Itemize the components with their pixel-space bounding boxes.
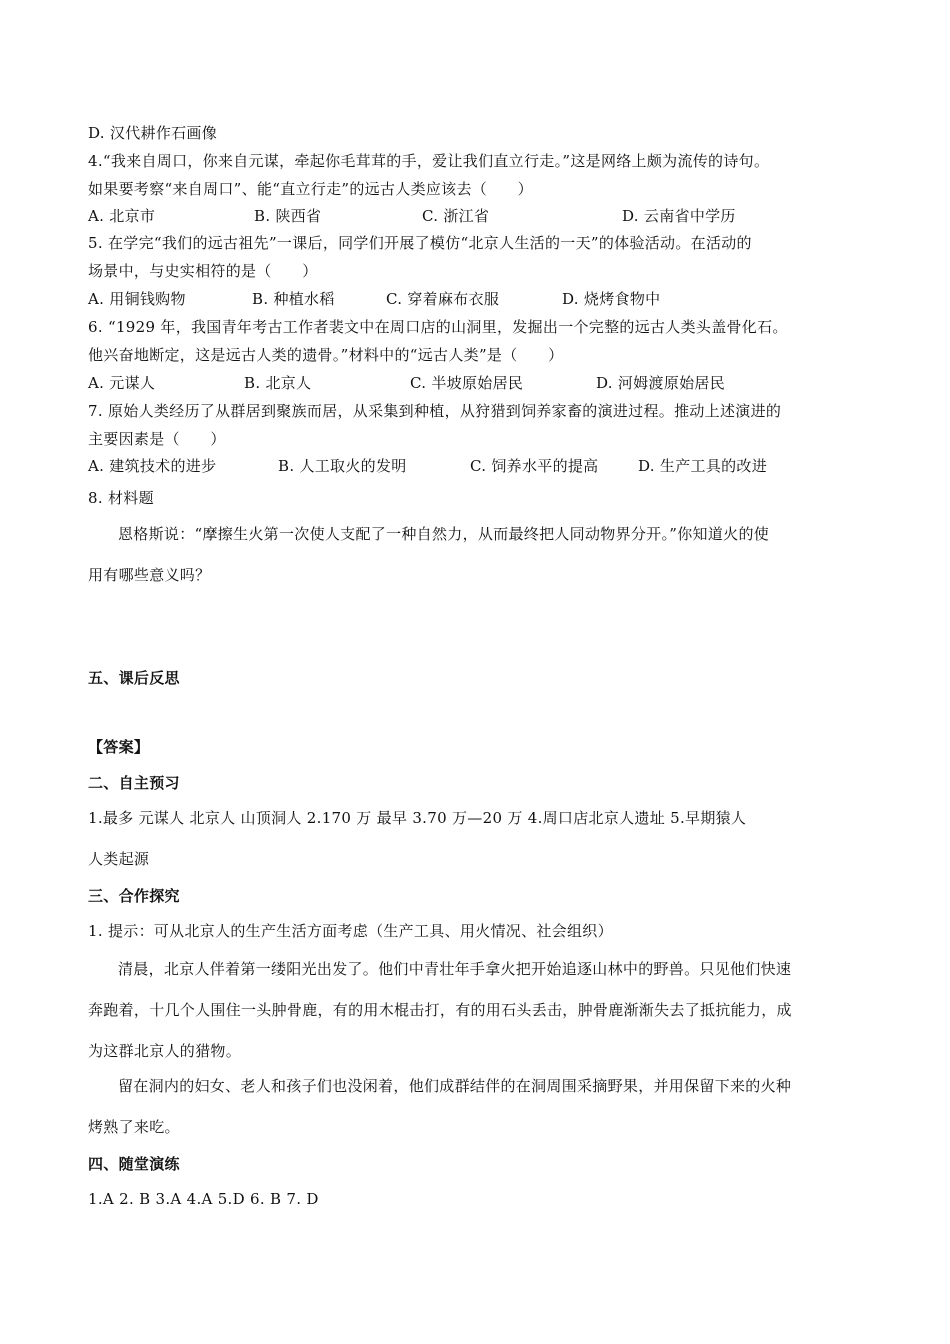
q6-option-a: A. 元谋人 <box>88 374 156 392</box>
answers-section-3-title: 三、合作探究 <box>88 887 180 905</box>
q8-title: 8. 材料题 <box>88 489 154 507</box>
q8-material-line-2: 用有哪些意义吗？ <box>88 566 211 584</box>
q5-options <box>88 289 868 309</box>
q4-option-c: C. 浙江省 <box>422 207 490 225</box>
q4-stem-line-1: 4.“我来自周口，你来自元谋，牵起你毛茸茸的手，爱让我们直立行走。”这是网络上颇为流传的诗句。 <box>88 152 770 170</box>
q3-option-d: D. 汉代耕作石画像 <box>88 124 218 142</box>
section-5-title: 五、课后反思 <box>88 669 180 687</box>
q4-option-d: D. 云南省中学历 <box>622 207 736 225</box>
answers-paragraph-1-line-1: 清晨，北京人伴着第一缕阳光出发了。他们中青壮年手拿火把开始追逐山林中的野兽。只见他们快速 <box>118 960 792 978</box>
answers-paragraph-1-line-3: 为这群北京人的猎物。 <box>88 1042 242 1060</box>
answers-paragraph-1-line-2: 奔跑着，十几个人围住一头肿骨鹿，有的用木棍击打，有的用石头丢击，肿骨鹿渐渐失去了抵抗能力，成 <box>88 1001 792 1019</box>
q5-stem-line-2: 场景中，与史实相符的是（ ） <box>88 262 318 280</box>
q7-options <box>88 456 868 476</box>
q4-option-b: B. 陕西省 <box>254 207 322 225</box>
q7-option-a: A. 建筑技术的进步 <box>88 457 217 475</box>
q7-stem-line-1: 7. 原始人类经历了从群居到聚族而居，从采集到种植，从狩猎到饲养家畜的演进过程。推动上述演进的 <box>88 402 782 420</box>
q7-option-c: C. 饲养水平的提高 <box>470 457 599 475</box>
q5-option-d: D. 烧烤食物中 <box>562 290 661 308</box>
answers-heading: 【答案】 <box>88 738 150 756</box>
answers-section-4-title: 四、随堂演练 <box>88 1155 180 1173</box>
q5-option-a: A. 用铜钱购物 <box>88 290 186 308</box>
answers-section-2-line-1: 1.最多 元谋人 北京人 山顶洞人 2.170 万 最早 3.70 万—20 万 4.周口店北京人遗址 5.早期猿人 <box>88 809 747 827</box>
q4-option-a: A. 北京市 <box>88 207 156 225</box>
answers-section-4-line-1: 1.A 2. B 3.A 4.A 5.D 6. B 7. D <box>88 1190 319 1208</box>
answers-paragraph-2-line-2: 烤熟了来吃。 <box>88 1118 180 1136</box>
q4-stem-line-2: 如果要考察“来自周口”、能“直立行走”的远古人类应该去（ ） <box>88 180 533 198</box>
answers-section-3-hint: 1. 提示：可从北京人的生产生活方面考虑（生产工具、用火情况、社会组织） <box>88 922 613 940</box>
q6-stem-line-1: 6. “1929 年，我国青年考古工作者裴文中在周口店的山洞里，发掘出一个完整的远古人类头盖骨化石。 <box>88 318 788 336</box>
q6-stem-line-2: 他兴奋地断定，这是远古人类的遗骨。”材料中的“远古人类”是（ ） <box>88 346 564 364</box>
q4-options <box>88 206 868 226</box>
answers-paragraph-2-line-1: 留在洞内的妇女、老人和孩子们也没闲着，他们成群结伴的在洞周围采摘野果，并用保留下来的火种 <box>118 1077 792 1095</box>
q7-stem-line-2: 主要因素是（ ） <box>88 430 226 448</box>
q5-stem-line-1: 5. 在学完“我们的远古祖先”一课后，同学们开展了模仿“北京人生活的一天”的体验活动。在活动的 <box>88 234 752 252</box>
q6-option-d: D. 河姆渡原始居民 <box>596 374 726 392</box>
q6-options <box>88 373 868 393</box>
q6-option-b: B. 北京人 <box>244 374 312 392</box>
q7-option-d: D. 生产工具的改进 <box>638 457 768 475</box>
answers-section-2-title: 二、自主预习 <box>88 774 180 792</box>
q7-option-b: B. 人工取火的发明 <box>278 457 407 475</box>
q8-material-line-1: 恩格斯说：“摩擦生火第一次使人支配了一种自然力，从而最终把人同动物界分开。”你知道火的使 <box>118 525 770 543</box>
q5-option-c: C. 穿着麻布衣服 <box>386 290 500 308</box>
q5-option-b: B. 种植水稻 <box>252 290 335 308</box>
answers-section-2-line-2: 人类起源 <box>88 850 150 868</box>
q6-option-c: C. 半坡原始居民 <box>410 374 524 392</box>
